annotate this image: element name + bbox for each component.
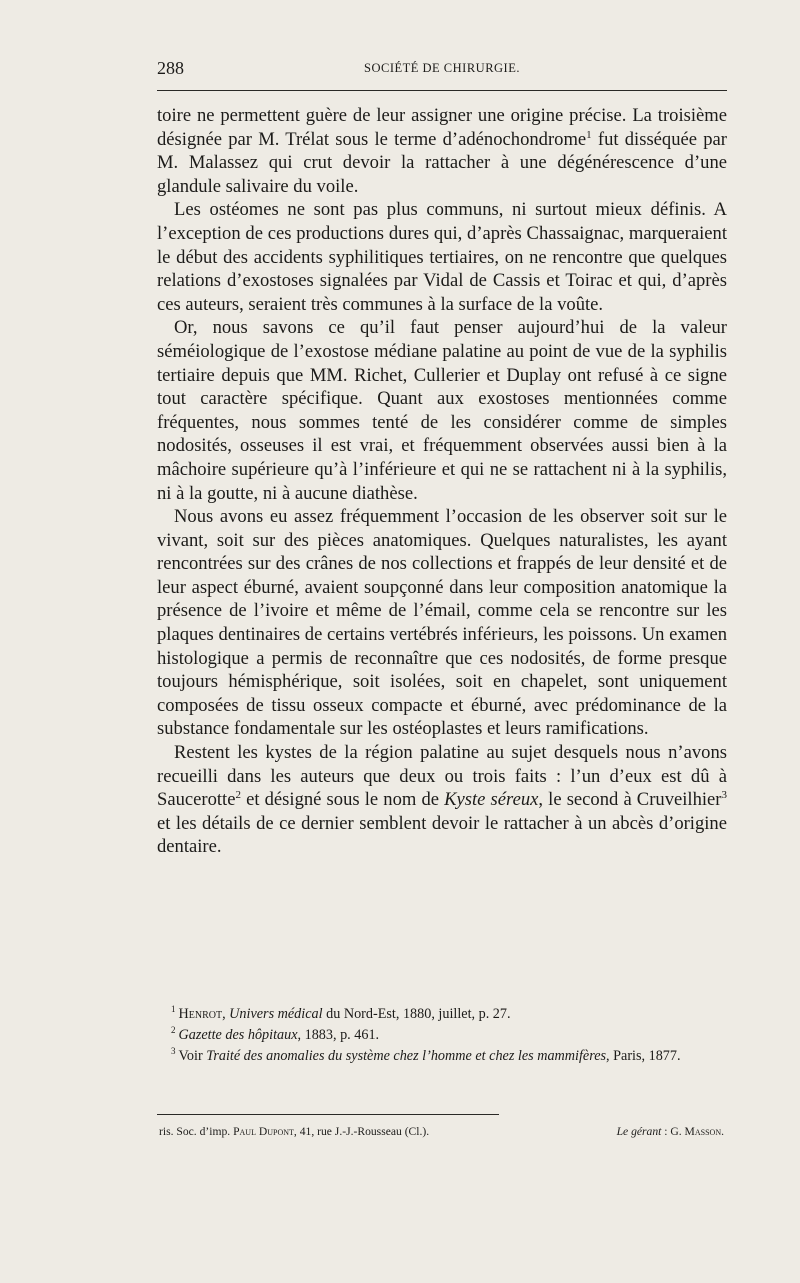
footnote-ref-2: 2 bbox=[235, 789, 241, 802]
body-text bbox=[157, 104, 727, 859]
footnote-3 bbox=[157, 1046, 727, 1067]
imprint-line bbox=[159, 1124, 729, 1140]
paragraph-3: Or, nous savons ce qu’il faut penser aujourd’hui de la valeur séméiologique de l’exostose médiane palatine au point de vue de la syphilis tertiaire depuis que MM. Richet, Cullerier et Duplay ont refusé à ce signe tout caractère spécifique. Quant aux exostoses mentionnées comme fréquentes, nous sommes tenté de les considérer comme de simples nodosités, osseuses il est vrai, et fréquemment observées aussi bien à la mâchoire supérieure qu’à l’inférieure et qui ne se rattachent ni à la syphilis, ni à la goutte, ni à aucune diathèse. bbox=[157, 317, 727, 504]
paragraph-1-text-a: toire ne permettent guère de leur assigner une origine précise. La troisième désignée par M. Trélat sous le terme d’adénochondrome bbox=[157, 105, 727, 150]
footer-rule bbox=[157, 1114, 499, 1115]
footnote-3-rest: , Paris, 1877. bbox=[606, 1048, 681, 1064]
paragraph-5 bbox=[157, 741, 727, 859]
gerant-separator: : bbox=[661, 1125, 671, 1138]
header-rule bbox=[157, 90, 727, 91]
paragraph-1 bbox=[157, 104, 727, 198]
paragraph-4: Nous avons eu assez fréquemment l’occasion de les observer soit sur le vivant, soit sur des pièces anatomiques. Quelques naturalistes, les ayant rencontrées sur des crânes de nos collections et frappés de leur densité et de leur aspect éburné, avaient soupçonné dans leur composition anatomique la présence de l’ivoire et même de l’émail, comme cela se rencontre sur les plaques dentinaires de certains vertébrés inférieurs, les poissons. Un examen histologique a permis de reconnaître que ces nodosités, de forme presque toujours hémisphérique, soit isolées, soit en chapelet, sont uniquement composées de tissu osseux compacte et éburné, avec prédominance de la substance fondamentale sur les ostéoplastes et leurs ramifications. bbox=[157, 506, 727, 740]
footnote-1-author: Henrot bbox=[178, 1006, 223, 1022]
footnote-1-rest: du Nord-Est, 1880, juillet, p. 27. bbox=[322, 1006, 511, 1022]
footnote-3-mark: 3 bbox=[171, 1046, 176, 1057]
footnote-1: $^1$ Henrot, Univers médical du Nord-Est, 1880, juillet, p. 27. bbox=[171, 1004, 511, 1022]
footnote-1-mark: 1 bbox=[171, 1004, 176, 1015]
page-number: 288 bbox=[157, 58, 184, 78]
kyste-sereux-italic: Kyste séreux bbox=[444, 789, 539, 811]
footnote-ref-3: 3 bbox=[721, 789, 727, 802]
footnote-3-title: Traité des anomalies du système chez l’homme et chez les mammifères bbox=[206, 1048, 607, 1064]
footnote-2 bbox=[157, 1025, 727, 1046]
running-head: SOCIÉTÉ DE CHIRURGIE. bbox=[364, 61, 520, 75]
imprint-address: , 41, rue J.-J.-Rousseau (Cl.). bbox=[293, 1125, 430, 1138]
paragraph-5-text-d: et les détails de ce dernier semblent devoir le rattacher à un abcès d’origine dentaire. bbox=[157, 812, 727, 858]
imprint-printer: Paul Dupont bbox=[233, 1125, 294, 1138]
paragraph-5-text-a: Restent les kystes de la région palatine au sujet desquels nous n’avons recueilli dans les auteurs que deux ou trois faits : l’un d’eux est dû à Saucerotte bbox=[157, 742, 727, 811]
imprint-text: ris. Soc. d’imp. bbox=[159, 1125, 234, 1138]
paragraph-5-text-b: et désigné sous le nom de bbox=[240, 789, 445, 811]
paragraph-1-text-b: fut disséquée par M. Malassez qui crut devoir la rattacher à une dégénérescence d’une glandule salivaire du voile. bbox=[157, 128, 727, 197]
imprint-gerant bbox=[617, 1124, 724, 1140]
footnote-ref-1: 1 bbox=[586, 128, 592, 141]
footnote-1-title: Univers médical bbox=[229, 1006, 323, 1022]
paragraph-2: Les ostéomes ne sont pas plus communs, ni surtout mieux définis. A l’exception de ces productions dures qui, d’après Chassaignac, marqueraient le début des accidents syphilitiques tertiaires, on ne rencontre que quelques relations d’exostoses signalées par Vidal de Cassis et Toirac et qui, d’après ces auteurs, seraient très communes à la surface de la voûte. bbox=[157, 199, 727, 315]
footnote-3-pre: Voir bbox=[178, 1048, 207, 1064]
footnote-2-mark: 2 bbox=[171, 1025, 176, 1036]
footnote-2-title: Gazette des hôpitaux bbox=[178, 1027, 298, 1043]
page-header bbox=[157, 58, 727, 84]
gerant-label: Le gérant bbox=[616, 1125, 662, 1138]
paragraph-5-text-c: , le second à Cruveilhier bbox=[538, 789, 722, 811]
gerant-name: G. Masson. bbox=[670, 1125, 724, 1138]
footnote-2-rest: , 1883, p. 461. bbox=[297, 1027, 380, 1043]
footnotes bbox=[157, 1004, 727, 1067]
